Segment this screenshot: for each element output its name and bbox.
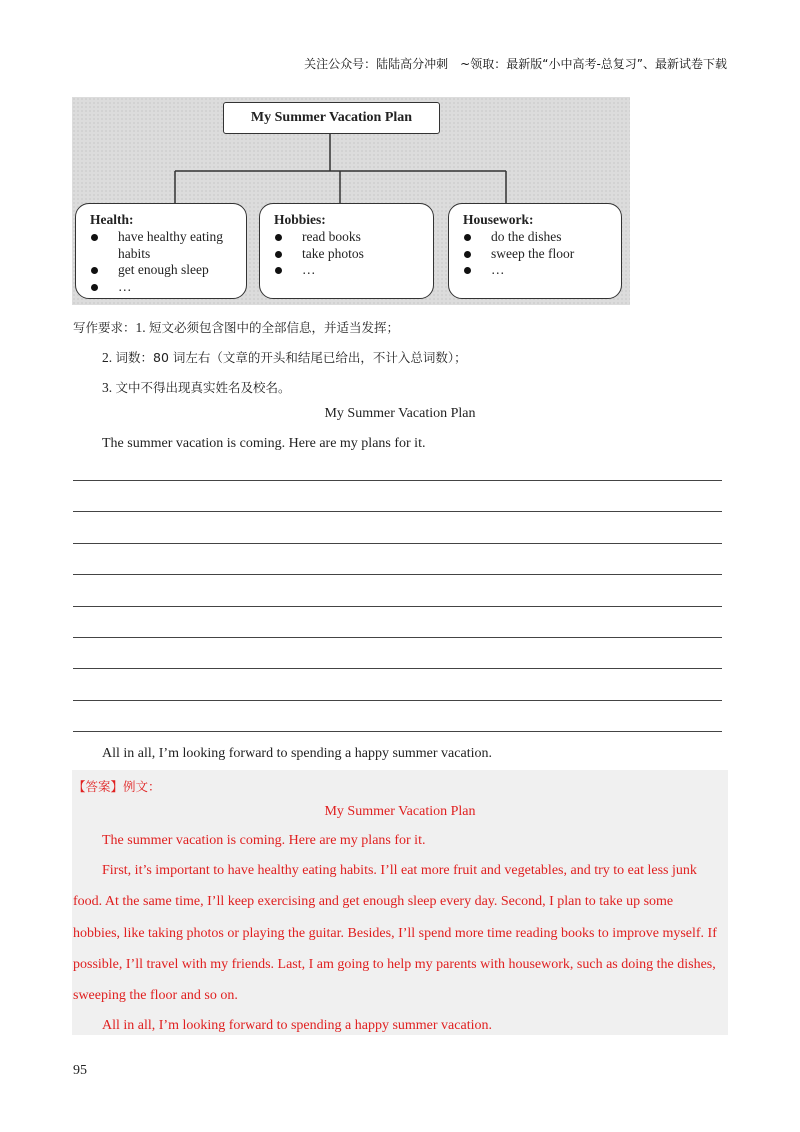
answer-line: The summer vacation is coming. Here are my plans for it. — [102, 833, 426, 848]
plan-diagram — [72, 97, 630, 305]
requirement-3 — [102, 378, 291, 396]
answer-line: hobbies, like taking photos or playing the guitar. Besides, I’ll spend more time reading books to improve myself. If — [73, 926, 717, 941]
essay-closing: All in all, I’m looking forward to spending a happy summer vacation. — [102, 746, 492, 761]
health-item: get enough sleep — [90, 262, 236, 279]
requirement-text: 词数：80 词左右（文章的开头和结尾已给出，不计入总词数）； — [115, 350, 467, 365]
writing-line[interactable] — [73, 511, 722, 512]
requirements-label: 写作要求： — [73, 320, 136, 335]
answer-line: All in all, I’m looking forward to spending a happy summer vacation. — [102, 1018, 492, 1033]
answer-line: sweeping the floor and so on. — [73, 988, 238, 1003]
essay-title: My Summer Vacation Plan — [324, 406, 476, 421]
answer-line: possible, I’ll travel with my friends. Last, I am going to help my parents with housework, such as doing the dishes, — [73, 957, 716, 972]
health-title: Health: — [90, 212, 134, 227]
hobbies-item: read books — [274, 229, 423, 246]
housework-item: sweep the floor — [463, 246, 611, 263]
writing-line[interactable] — [73, 606, 722, 607]
answer-line: food. At the same time, I’ll keep exercising and get enough sleep every day. Second, I plan to take up some — [73, 894, 674, 909]
health-item: … — [90, 279, 236, 296]
requirement-number: 2. — [102, 350, 113, 365]
writing-line[interactable] — [73, 480, 722, 481]
page-header: 关注公众号：陆陆高分冲刺 ~领取：最新版“小中高考-总复习”、最新试卷下载 — [304, 57, 727, 71]
requirement-number: 1. — [135, 320, 146, 335]
housework-item: do the dishes — [463, 229, 611, 246]
writing-line[interactable] — [73, 574, 722, 575]
requirement-text: 文中不得出现真实姓名及校名。 — [115, 380, 291, 395]
writing-line[interactable] — [73, 700, 722, 701]
writing-line[interactable] — [73, 731, 722, 732]
essay-opening: The summer vacation is coming. Here are my plans for it. — [102, 436, 426, 451]
hobbies-title: Hobbies: — [274, 212, 326, 227]
requirement-2 — [102, 348, 467, 366]
page-number: 95 — [73, 1063, 87, 1078]
health-item: have healthy eating habits — [90, 229, 236, 262]
requirement-text: 短文必须包含图中的全部信息，并适当发挥； — [149, 320, 400, 335]
answer-title: My Summer Vacation Plan — [324, 804, 476, 819]
answer-label: 【答案】例文： — [73, 779, 161, 794]
housework-item: … — [463, 262, 611, 279]
hobbies-item: take photos — [274, 246, 423, 263]
writing-line[interactable] — [73, 543, 722, 544]
diagram-root-box: My Summer Vacation Plan — [223, 102, 440, 134]
writing-line[interactable] — [73, 637, 722, 638]
hobbies-item: … — [274, 262, 423, 279]
hobbies-box — [259, 203, 434, 299]
writing-line[interactable] — [73, 668, 722, 669]
housework-title: Housework: — [463, 212, 534, 227]
housework-box — [448, 203, 622, 299]
requirement-1 — [73, 318, 399, 336]
requirement-number: 3. — [102, 380, 113, 395]
health-box — [75, 203, 247, 299]
answer-line: First, it’s important to have healthy eating habits. I’ll eat more fruit and vegetables, and try to eat less junk — [102, 863, 697, 878]
